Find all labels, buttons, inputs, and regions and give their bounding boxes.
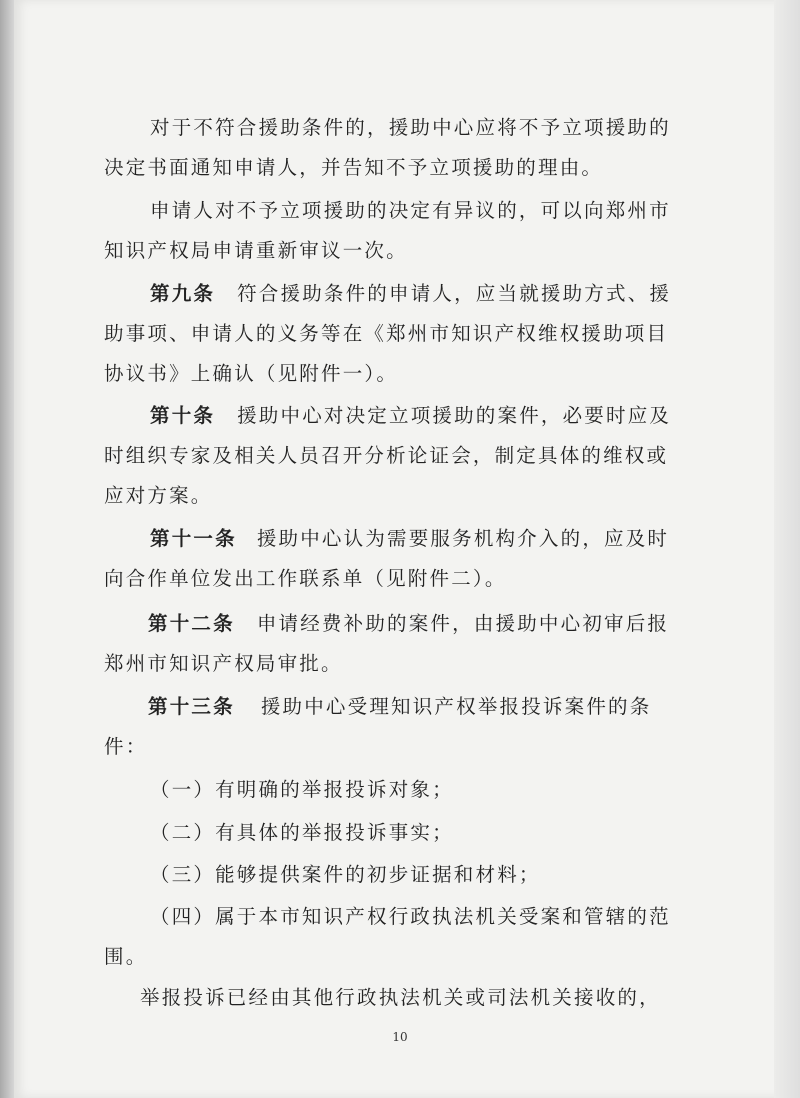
text-line: 助事项、申请人的义务等在《郑州市知识产权维权援助项目 [104, 322, 669, 345]
text-line: 申请人对不予立项援助的决定有异议的，可以向郑州市 [150, 199, 671, 222]
text-span: 援助中心认为需要服务机构介入的，应及时 [256, 527, 670, 550]
text-line: 知识产权局申请重新审议一次。 [104, 239, 408, 262]
list-item: （三）能够提供案件的初步证据和材料； [150, 863, 541, 886]
article-13-line [148, 695, 651, 719]
page-number: 10 [392, 1030, 408, 1044]
text-line: 举报投诉已经由其他行政执法机关或司法机关接收的， [140, 986, 661, 1009]
article-heading-11: 第十一条 [150, 527, 237, 550]
page-left-margin [0, 0, 14, 1098]
text-line: 时组织专家及相关人员召开分析论证会，制定具体的维权或 [104, 444, 669, 467]
text-span: 援助中心对决定立项援助的案件，必要时应及 [237, 404, 672, 427]
article-9-line [150, 282, 671, 306]
list-item: （一）有明确的举报投诉对象； [150, 778, 454, 801]
article-11-line [150, 527, 669, 551]
page-right-edge [774, 0, 800, 1098]
list-item: （四）属于本市知识产权行政执法机关受案和管辖的范 [150, 905, 671, 928]
text-line: 围。 [104, 945, 148, 968]
article-12-line [148, 612, 669, 636]
article-heading-12: 第十二条 [148, 612, 235, 635]
text-line: 向合作单位发出工作联系单（见附件二）。 [104, 567, 507, 590]
list-item: （二）有具体的举报投诉事实； [150, 821, 454, 844]
article-10-line [150, 404, 671, 428]
text-line: 协议书》上确认（见附件一）。 [104, 362, 399, 385]
article-heading-13: 第十三条 [148, 695, 235, 718]
article-heading-10: 第十条 [150, 404, 216, 427]
text-line: 件： [104, 735, 148, 758]
article-heading-9: 第九条 [150, 282, 216, 305]
text-span: 符合援助条件的申请人，应当就援助方式、援 [237, 282, 672, 305]
text-line: 对于不符合援助条件的，援助中心应将不予立项援助的 [150, 116, 671, 139]
text-span: 申请经费补助的案件，由援助中心初审后报 [256, 612, 670, 635]
text-line: 郑州市知识产权局审批。 [104, 652, 343, 675]
text-line: 应对方案。 [104, 484, 213, 507]
text-line: 决定书面通知申请人，并告知不予立项援助的理由。 [104, 156, 604, 179]
text-span: 援助中心受理知识产权举报投诉案件的条 [260, 695, 652, 718]
